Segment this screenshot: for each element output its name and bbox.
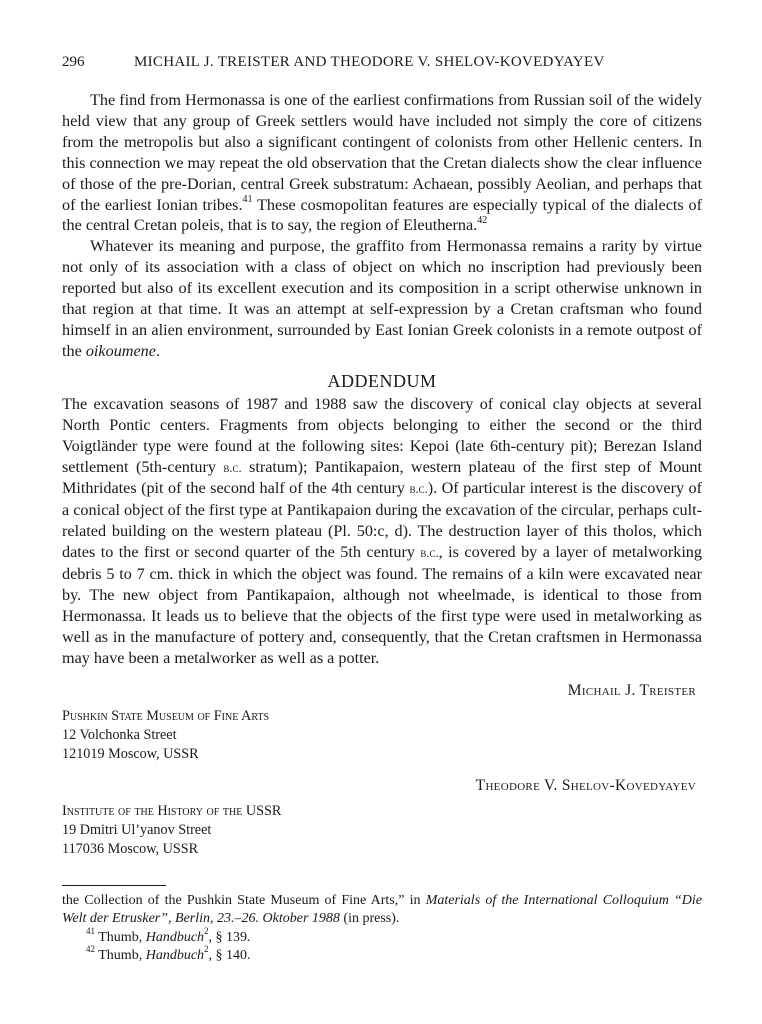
oikoumene-term: oikoumene: [85, 341, 156, 360]
author1-city: 121019 Moscow, USSR: [62, 745, 199, 762]
footnotes: [62, 892, 702, 966]
bc-abbrev-1: b.c.: [223, 460, 242, 475]
para1-text-a: The find from Hermonassa is one of the earliest confirmations from Russian soil of the widely held view that any group of Greek settlers would have included not simply the core of citizens from the metropolis but also a significant contingent of colonists from other Hellenic centers. In this connection we may repeat the old observation that the Cretan dialects show the clear influence of those of the pre-Dorian, central Greek substratum: Achaean, possibly Aeolian, and perhaps that of the earliest Ionian tribes.: [62, 91, 702, 214]
footnote-41: [62, 925, 702, 948]
addendum-text-3: ). Of particular interest is the discovery of a conical object of the first type at Pantikapaion during the excavation of the circular, perhaps cult-related building on the western plateau (Pl. 50:c, d). The destruction layer of this tholos, which dates to the first or second quarter of the 5th century: [62, 479, 702, 562]
running-title: MICHAIL J. TREISTER AND THEODORE V. SHELOV-KOVEDYAYEV: [134, 54, 605, 70]
footnote-42-italic: Handbuch: [145, 948, 205, 964]
addendum-text-2: stratum); Pantikapaion, western plateau of the first step of Mount Mithridates (pit of the second half of the 4th century: [62, 457, 702, 498]
footnote-42-number: 42: [86, 944, 95, 955]
body-paragraph-2: [62, 236, 702, 361]
author2-city: 117036 Moscow, USSR: [62, 840, 199, 857]
footnote-42-edition: 2: [204, 944, 209, 955]
author2-affiliation: Institute of the History of the USSR: [62, 802, 282, 819]
para1-text-b: These cosmopolitan features are especially typical of the dialects of the central Cretan poleis, that is to say, the region of Eleutherna.: [62, 195, 702, 235]
addendum-heading: ADDENDUM: [327, 370, 437, 391]
footnote-41-text: Thumb,: [95, 929, 146, 945]
fn-cont-text-b: (in press).: [339, 911, 400, 927]
footnote-41-edition: 2: [204, 925, 209, 936]
author1-street: 12 Volchonka Street: [62, 726, 177, 743]
addendum-text-1: The excavation seasons of 1987 and 1988 saw the discovery of conical clay objects at several North Pontic centers. Fragments from objects belonging to either the second or the third Voigtländer type were found at the following sites: Kepoi (late 6th-century pit); Berezan Island settlement (5th-century: [62, 394, 702, 476]
footnote-41-section: , § 139.: [208, 929, 251, 945]
fn-cont-text-a: the Collection of the Pushkin State Museum of Fine Arts,” in: [62, 892, 426, 908]
author2-signature: Theodore V. Shelov-Kovedyayev: [475, 776, 696, 794]
addendum-paragraph: [62, 394, 702, 669]
footnote-ref-41[interactable]: 41: [242, 194, 253, 206]
footnote-rule: [62, 885, 166, 886]
addendum-text-4: , is covered by a layer of metalworking debris 5 to 7 cm. thick in which the object was found. The remains of a kiln were excavated near by. The new object from Pantikapaion, although not wheelmade, is identical to those from Hermonassa. It leads us to believe that the objects of the first type were used in metalworking as well as in the manufacture of pottery and, consequently, that the Cretan craftsmen in Hermonassa may have been a metalworker as well as a potter.: [62, 543, 702, 667]
para2-text-b: .: [155, 341, 160, 360]
author1-affiliation: Pushkin State Museum of Fine Arts: [62, 707, 270, 724]
footnote-41-italic: Handbuch: [145, 929, 205, 945]
footnote-42-section: , § 140.: [208, 948, 251, 964]
footnote-continuation: [62, 892, 702, 929]
para2-text-a: Whatever its meaning and purpose, the graffito from Hermonassa remains a rarity by virtue not only of its association with a class of object on which no inscription had previously been reported but also of its excellent execution and its composition in a script otherwise unknown in that region at that time. It was an attempt at self-expression by a Cretan craftsman who found himself in an alien environment, surrounded by East Ionian Greek colonists in a remote outpost of the: [62, 237, 702, 360]
bc-abbrev-2: b.c.: [409, 482, 428, 497]
bc-abbrev-3: b.c.: [420, 546, 439, 561]
footnote-42: [62, 944, 702, 966]
page-number: 296: [62, 54, 85, 70]
footnote-ref-42[interactable]: 42: [477, 215, 488, 227]
footnote-41-number: 41: [86, 925, 95, 936]
author2-street: 19 Dmitri Ul’yanov Street: [62, 821, 212, 838]
author1-signature: Michail J. Treister: [567, 681, 696, 699]
page: [62, 54, 702, 966]
fn-cont-italic: Materials of the International Colloquium “Die Welt der Etrusker”, Berlin, 23.–26. Oktober 1988: [62, 892, 702, 927]
footnote-42-text: Thumb,: [95, 948, 146, 964]
body-paragraph-1: [62, 90, 702, 236]
running-header: [62, 54, 702, 76]
